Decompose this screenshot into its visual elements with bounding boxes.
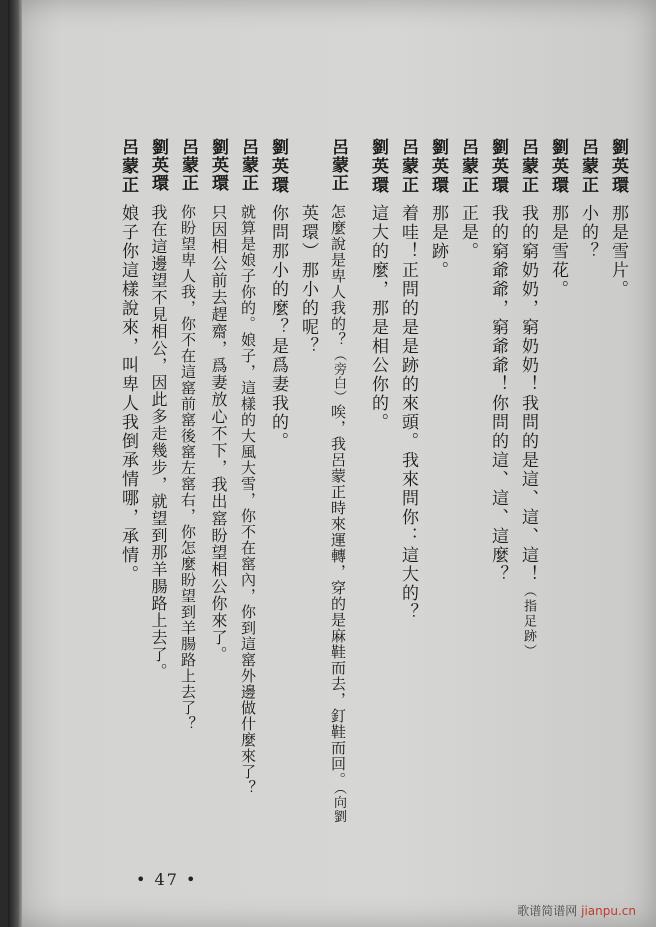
dialogue-line: [396, 138, 420, 622]
dialogue-line: [146, 138, 170, 680]
stage-direction: （指足跡）: [521, 584, 536, 659]
line-text: 正是。: [458, 204, 478, 261]
line-text: 着哇！正問的是是跡的來頭。我來問你：這大的？: [398, 204, 418, 622]
book-page: [8, 0, 656, 927]
speaker-name: 呂蒙正: [328, 138, 348, 192]
speaker-name: 劉英環: [208, 138, 228, 192]
speaker-name: 呂蒙正: [518, 138, 538, 195]
speaker-name: 呂蒙正: [178, 138, 198, 192]
dialogue-line: [606, 138, 630, 299]
page-number: • 47 •: [136, 870, 198, 889]
line-text: 娘子你這樣說來，叫卑人我倒承情哪，承情。: [118, 204, 138, 584]
dialogue-line: [326, 138, 350, 824]
dialogue-line: [366, 138, 390, 432]
speaker-name: 劉英環: [548, 138, 568, 195]
dialogue-line: [266, 138, 290, 451]
speaker-name: 呂蒙正: [578, 138, 598, 195]
speaker-name: 呂蒙正: [118, 138, 138, 195]
watermark-site: 歌谱简谱网: [517, 904, 578, 918]
dialogue-line: [546, 138, 570, 299]
line-text: 你問那小的麼？是爲妻我的。: [268, 204, 288, 451]
speaker-name: 呂蒙正: [398, 138, 418, 195]
watermark: [517, 902, 636, 919]
dialogue-line: [426, 138, 450, 280]
speaker-name: 呂蒙正: [458, 138, 478, 195]
line-text: 這大的麼，那是相公你的。: [368, 204, 388, 432]
speaker-name: 劉英環: [148, 138, 168, 192]
dialogue-line: [486, 138, 510, 584]
speaker-name: 劉英環: [368, 138, 388, 195]
dialogue-line: [176, 138, 200, 732]
stage-direction: （旁白）: [331, 348, 346, 404]
dialogue-line: [116, 138, 140, 584]
watermark-brand: jianpu.cn: [581, 904, 636, 918]
line-text: 那是跡。: [428, 204, 448, 280]
line-text: 那是雪花。: [548, 204, 568, 299]
dialogue-line: [576, 138, 600, 261]
line-text: 我的窮奶奶，窮奶奶！我問的是這、這、這！: [518, 204, 538, 584]
line-text: 我在這邊望不見相公，因此多走幾步，就望到那羊腸路上去了。: [149, 204, 168, 680]
line-text: 英環）那小的呢？: [298, 204, 318, 356]
line-text: 你盼望卑人我，你不在這窰前窰後窰左窰右，你怎麼盼望到羊腸路上去了？: [179, 204, 197, 732]
line-text: 我的窮爺爺，窮爺爺！你問的這、這、這麼？: [488, 204, 508, 584]
dialogue-line-continuation: [296, 204, 320, 356]
speaker-name: 劉英環: [488, 138, 508, 195]
line-text: 就算是娘子你的。娘子，這樣的大風大雪，你不在窰內，你到這窰外邊做什麼來了？: [239, 204, 257, 796]
line-text: 那是雪片。: [608, 204, 628, 299]
dialogue-line: [456, 138, 480, 261]
book-spine: [8, 0, 22, 927]
speaker-name: 呂蒙正: [238, 138, 258, 192]
line-text: 只因相公前去趕齋，爲妻放心不下，我出窰盼望相公你來了。: [209, 204, 228, 663]
line-text: 小的？: [578, 204, 598, 261]
dialogue-line: [516, 138, 540, 659]
dialogue-line: [206, 138, 230, 663]
line-text-cont: 唉，我呂蒙正時來運轉，穿的是麻鞋而去，釘鞋而回。: [329, 404, 347, 788]
speaker-name: 劉英環: [428, 138, 448, 195]
speaker-name: 劉英環: [608, 138, 628, 195]
stage-direction: （向劉: [331, 788, 346, 824]
speaker-name: 劉英環: [268, 138, 288, 195]
dialogue-line: [236, 138, 260, 796]
line-text: 怎麼說是卑人我的？: [329, 204, 347, 348]
